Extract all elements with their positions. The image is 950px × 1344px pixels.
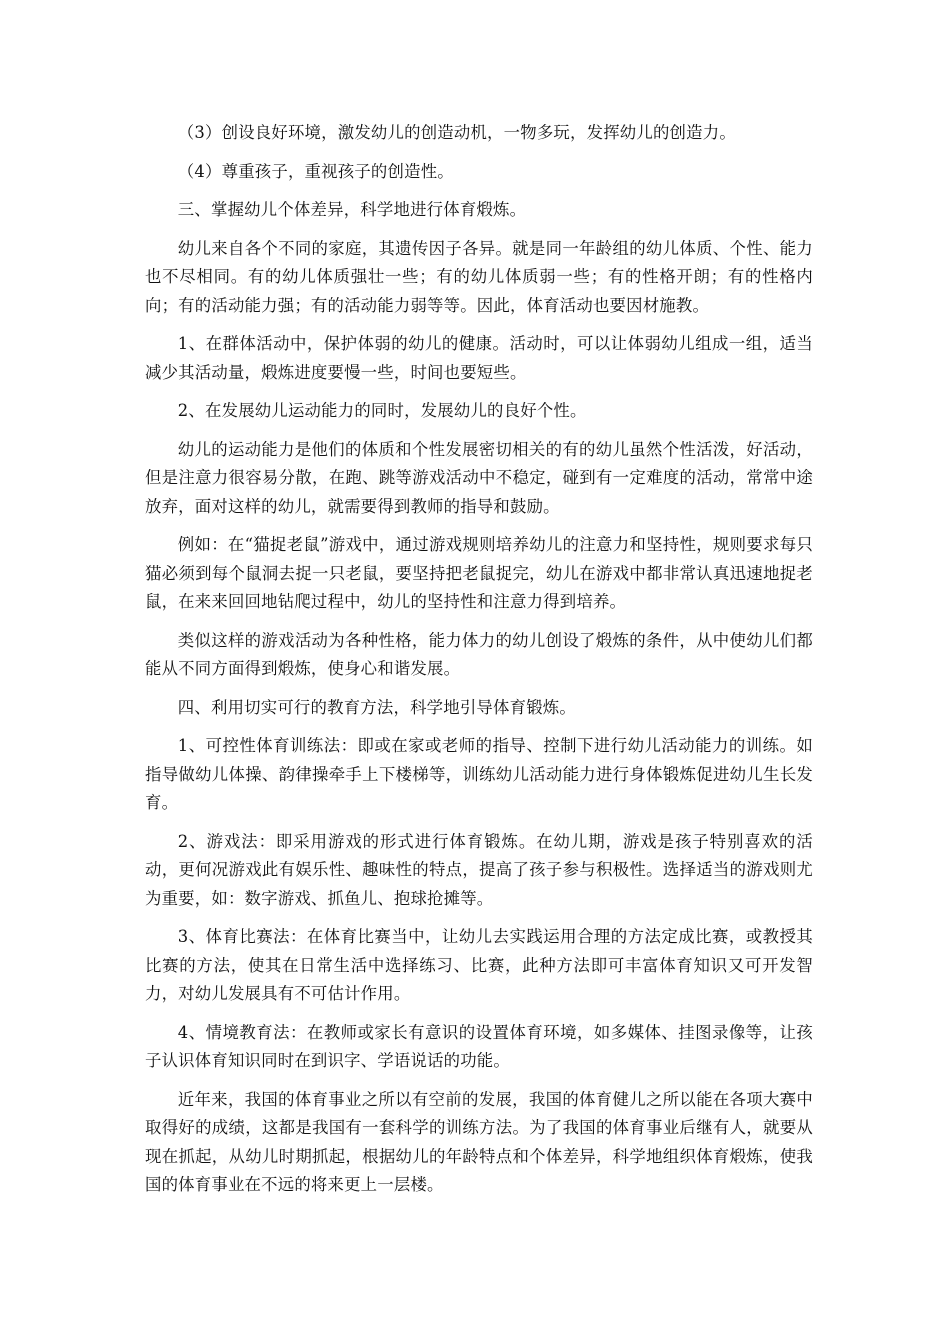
paragraph-conclusion: 近年来，我国的体育事业之所以有空前的发展，我国的体育健儿之所以能在各项大赛中取得好的成绩，这都是我国有一套科学的训练方法。为了我国的体育事业后继有人，就要从现在抓起，从幼儿时期抓起，根据幼儿的年龄特点和个体差异，科学地组织体育煅炼，使我国的体育事业在不远的将来更上一层楼。 xyxy=(145,1089,813,1194)
section-heading-3: 三、掌握幼儿个体差异，科学地进行体育煅炼。 xyxy=(177,200,527,219)
paragraph-develop-personality: 2、在发展幼儿运动能力的同时，发展幼儿的良好个性。 xyxy=(177,401,587,420)
paragraph-respect-children: （4）尊重孩子，重视孩子的创造性。 xyxy=(177,161,454,181)
paragraph-cat-mouse-example: 例如：在“猫捉老鼠”游戏中，通过游戏规则培养幼儿的注意力和坚持性，规则要求每只猫必须到每个鼠洞去捉一只老鼠，要坚持把老鼠捉完，幼儿在游戏中都非常认真迅速地捉老鼠，在来来回回地钻爬过程中，幼儿的坚持性和注意力得到培养。 xyxy=(145,535,813,611)
paragraph-game-method: 2、游戏法：即采用游戏的形式进行体育锻炼。在幼儿期，游戏是孩子特别喜欢的活动，更何况游戏此有娱乐性、趣味性的特点，提高了孩子参与积极性。选择适当的游戏则尤为重要，如：数字游戏、抓鱼儿、抱球抢摊等。 xyxy=(145,831,813,908)
paragraph-controlled-training: 1、可控性体育训练法：即或在家或老师的指导、控制下进行幼儿活动能力的训练。如指导做幼儿体操、韵律操牵手上下楼梯等，训练幼儿活动能力进行身体锻炼促进幼儿生长发育。 xyxy=(145,736,813,812)
document-body xyxy=(145,119,813,1210)
paragraph-individual-differences: 幼儿来自各个不同的家庭，其遗传因子各异。就是同一年龄组的幼儿体质、个性、能力也不尽相同。有的幼儿体质强壮一些；有的幼儿体质弱一些；有的性格开朗；有的性格内向；有的活动能力强；有的活动能力弱等等。因此，体育活动也要因材施教。 xyxy=(145,238,813,315)
paragraph-motor-ability: 幼儿的运动能力是他们的体质和个性发展密切相关的有的幼儿虽然个性活泼，好活动，但是注意力很容易分散，在跑、跳等游戏活动中不稳定，碰到有一定难度的活动，常常中途放弃，面对这样的幼儿，就需要得到教师的指导和鼓励。 xyxy=(145,439,813,516)
paragraph-protect-weak-children: 1、在群体活动中，保护体弱的幼儿的健康。活动时，可以让体弱幼儿组成一组，适当减少其活动量，煅炼进度要慢一些，时间也要短些。 xyxy=(145,334,813,382)
section-heading-4: 四、利用切实可行的教育方法，科学地引导体育锻炼。 xyxy=(177,697,576,717)
paragraph-similar-activities: 类似这样的游戏活动为各种性格，能力体力的幼儿创设了煅炼的条件，从中使幼儿们都能从不同方面得到煅炼，使身心和谐发展。 xyxy=(145,630,813,678)
paragraph-creative-environment: （3）创设良好环境，激发幼儿的创造动机，一物多玩，发挥幼儿的创造力。 xyxy=(177,123,736,142)
paragraph-situational-method: 4、情境教育法：在教师或家长有意识的设置体育环境，如多媒体、挂图录像等，让孩子认识体育知识同时在到识字、学语说话的功能。 xyxy=(145,1022,813,1070)
paragraph-competition-method: 3、体育比赛法：在体育比赛当中，让幼儿去实践运用合理的方法定成比赛，或教授其比赛的方法，使其在日常生活中选择练习、比赛，此种方法即可丰富体育知识又可开发智力，对幼儿发展具有不可估计作用。 xyxy=(145,927,813,1003)
